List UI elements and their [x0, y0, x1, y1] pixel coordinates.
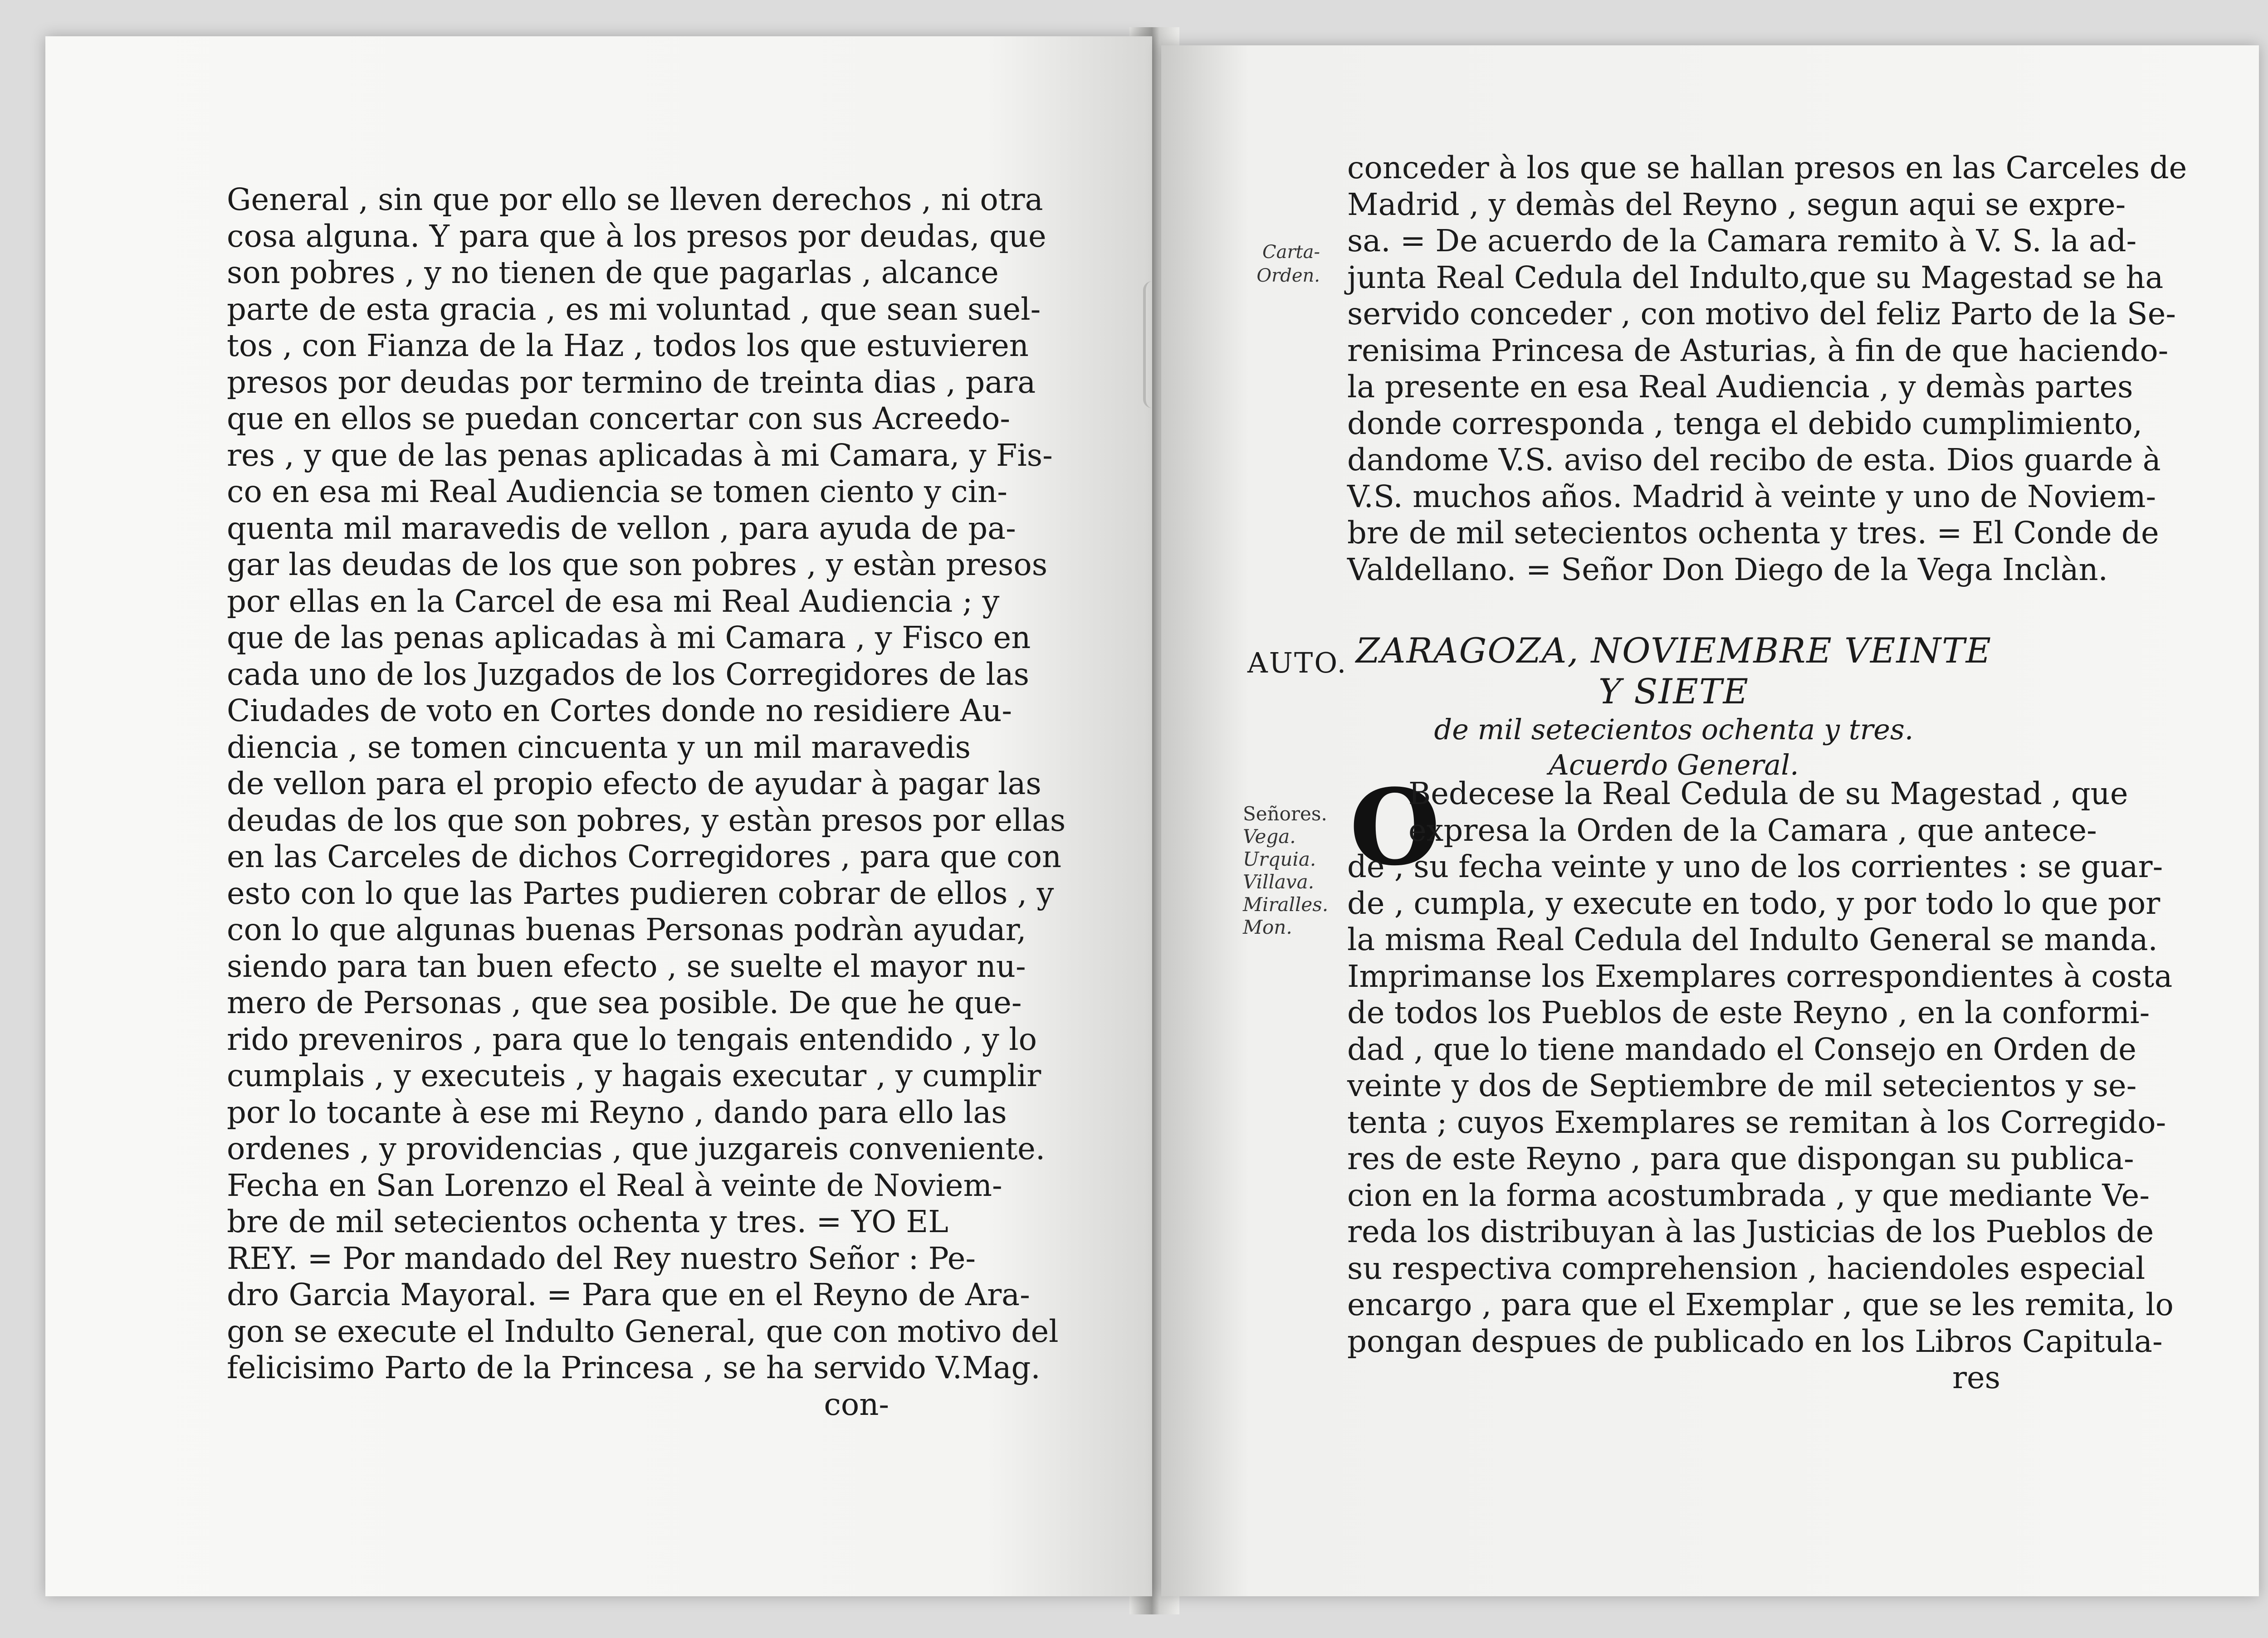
text-line: gon se execute el Indulto General, que con motivo del	[227, 1313, 1059, 1349]
text-line: rido preveniros , para que lo tengais entendido , y lo	[227, 1021, 1037, 1057]
auto-heading-year: de mil setecientos ochenta y tres.	[1434, 713, 1914, 746]
text-line: donde corresponda , tenga el debido cumplimiento,	[1347, 405, 2143, 441]
margin-note-senores	[1243, 803, 1343, 939]
senores-header: Señores.	[1243, 803, 1327, 825]
catchword: res	[1952, 1360, 2000, 1395]
text-line: dandome V.S. aviso del recibo de esta. Dios guarde à	[1347, 442, 2161, 478]
text-line: dad , que lo tiene mandado el Consejo en Orden de	[1347, 1031, 2136, 1067]
text-line: tos , con Fianza de la Haz , todos los que estuvieren	[227, 328, 1029, 363]
text-line: V.S. muchos años. Madrid à veinte y uno de Noviem-	[1347, 478, 2156, 514]
right-page-top-text	[1347, 150, 2187, 588]
catchword: con-	[824, 1386, 889, 1422]
text-line: su respectiva comprehension , haciendoles especial	[1347, 1250, 2146, 1286]
text-line: la misma Real Cedula del Indulto General se manda.	[1347, 922, 2158, 957]
text-line: ordenes , y providencias , que juzgareis conveniente.	[227, 1131, 1046, 1166]
margin-note-line: Carta-	[1262, 242, 1320, 263]
text-line: deudas de los que son pobres, y estàn presos por ellas	[227, 802, 1066, 838]
text-line: conceder à los que se hallan presos en las Carceles de	[1347, 150, 2187, 185]
text-line: presos por deudas por termino de treinta dias , para	[227, 364, 1036, 400]
senor-name: Mon.	[1243, 916, 1292, 938]
text-line: junta Real Cedula del Indulto,que su Magestad se ha	[1347, 259, 2164, 295]
text-line: renisima Princesa de Asturias, à fin de que haciendo-	[1347, 332, 2169, 368]
text-line: veinte y dos de Septiembre de mil setecientos y se-	[1347, 1068, 2137, 1103]
text-line: que de las penas aplicadas à mi Camara , y Fisco en	[227, 620, 1031, 655]
text-line: Fecha en San Lorenzo el Real à veinte de Noviem-	[227, 1167, 1002, 1203]
text-line: con lo que algunas buenas Personas podràn ayudar,	[227, 912, 1026, 947]
text-line: sa. = De acuerdo de la Camara remito à V. S. la ad-	[1347, 223, 2137, 258]
auto-heading	[1352, 630, 1996, 783]
text-line: co en esa mi Real Audiencia se tomen ciento y cin-	[227, 474, 1007, 509]
senor-name: Miralles.	[1243, 893, 1329, 916]
auto-label: AUTO.	[1247, 646, 1348, 679]
text-line: de vellon para el propio efecto de ayudar à pagar las	[227, 766, 1041, 801]
right-page-body-text	[1347, 766, 2174, 1396]
margin-note-carta-orden	[1229, 240, 1320, 288]
margin-note-line: Orden.	[1256, 265, 1320, 286]
text-line: quenta mil maravedis de vellon , para ayuda de pa-	[227, 510, 1016, 546]
text-line: dro Garcia Mayoral. = Para que en el Reyno de Ara-	[227, 1277, 1030, 1312]
text-line: bre de mil setecientos ochenta y tres. = El Conde de	[1347, 515, 2159, 551]
text-line: Valdellano. = Señor Don Diego de la Vega Inclàn.	[1347, 551, 2108, 587]
text-line: servido conceder , con motivo del feliz Parto de la Se-	[1347, 296, 2176, 332]
text-line: pongan despues de publicado en los Libros Capitula-	[1347, 1323, 2163, 1359]
text-line: siendo para tan buen efecto , se suelte el mayor nu-	[227, 948, 1026, 984]
drop-cap: O	[1349, 766, 1441, 889]
text-line: diencia , se tomen cincuenta y un mil maravedis	[227, 729, 971, 765]
text-line: cion en la forma acostumbrada , y que mediante Ve-	[1347, 1177, 2150, 1213]
senor-name: Vega.	[1243, 825, 1296, 848]
text-line: parte de esta gracia , es mi voluntad , que sean suel-	[227, 291, 1041, 327]
senor-name: Villava.	[1243, 871, 1315, 893]
text-line: de , su fecha veinte y uno de los corrientes : se guar-	[1347, 849, 2163, 884]
text-line: la presente en esa Real Audiencia , y demàs partes	[1347, 369, 2133, 405]
text-line: cumplais , y executeis , y hagais executar , y cumplir	[227, 1058, 1041, 1093]
text-line: tenta ; cuyos Exemplares se remitan à los Corregido-	[1347, 1104, 2166, 1140]
text-line: reda los distribuyan à las Justicias de los Pueblos de	[1347, 1214, 2154, 1249]
text-line: cada uno de los Juzgados de los Corregidores de las	[227, 656, 1029, 692]
text-line: cosa alguna. Y para que à los presos por deudas, que	[227, 218, 1046, 254]
text-line: REY. = Por mandado del Rey nuestro Señor : Pe-	[227, 1240, 976, 1276]
text-line: son pobres , y no tienen de que pagarlas , alcance	[227, 255, 999, 290]
text-line: de , cumpla, y execute en todo, y por todo lo que por	[1347, 885, 2160, 921]
text-line: expresa la Orden de la Camara , que antece-	[1408, 812, 2097, 848]
senor-name: Urquia.	[1243, 848, 1316, 870]
text-line: Madrid , y demàs del Reyno , segun aqui se expre-	[1347, 186, 2126, 222]
text-line: bre de mil setecientos ochenta y tres. = YO EL	[227, 1204, 948, 1239]
text-line: encargo , para que el Exemplar , que se les remita, lo	[1347, 1287, 2174, 1322]
text-line: res de este Reyno , para que dispongan su publica-	[1347, 1141, 2134, 1176]
text-line: Imprimanse los Exemplares correspondientes à costa	[1347, 958, 2173, 994]
text-line: mero de Personas , que sea posible. De que he que-	[227, 985, 1022, 1020]
left-page-text	[227, 181, 1066, 1423]
text-line: res , y que de las penas aplicadas à mi Camara, y Fis-	[227, 437, 1053, 473]
text-line: que en ellos se puedan concertar con sus Acreedo-	[227, 401, 1010, 436]
text-line: en las Carceles de dichos Corregidores , para que con	[227, 839, 1062, 874]
auto-heading-date: ZARAGOZA, NOVIEMBRE VEINTE Y SIETE	[1355, 630, 1992, 712]
text-line: gar las deudas de los que son pobres , y estàn presos	[227, 547, 1048, 582]
auto-heading-subtitle: Acuerdo General.	[1549, 748, 1799, 781]
text-line: felicisimo Parto de la Princesa , se ha servido V.Mag.	[227, 1350, 1041, 1385]
text-line: esto con lo que las Partes pudieren cobrar de ellos , y	[227, 875, 1054, 911]
text-line: General , sin que por ello se lleven derechos , ni otra	[227, 182, 1043, 217]
text-line: de todos los Pueblos de este Reyno , en la conformi-	[1347, 995, 2150, 1030]
text-line: Bedecese la Real Cedula de su Magestad , que	[1408, 776, 2128, 811]
text-line: por lo tocante à ese mi Reyno , dando para ello las	[227, 1094, 1007, 1130]
binding-thread	[1143, 281, 1164, 408]
text-line: por ellas en la Carcel de esa mi Real Audiencia ; y	[227, 583, 1000, 619]
text-line: Ciudades de voto en Cortes donde no residiere Au-	[227, 693, 1012, 728]
